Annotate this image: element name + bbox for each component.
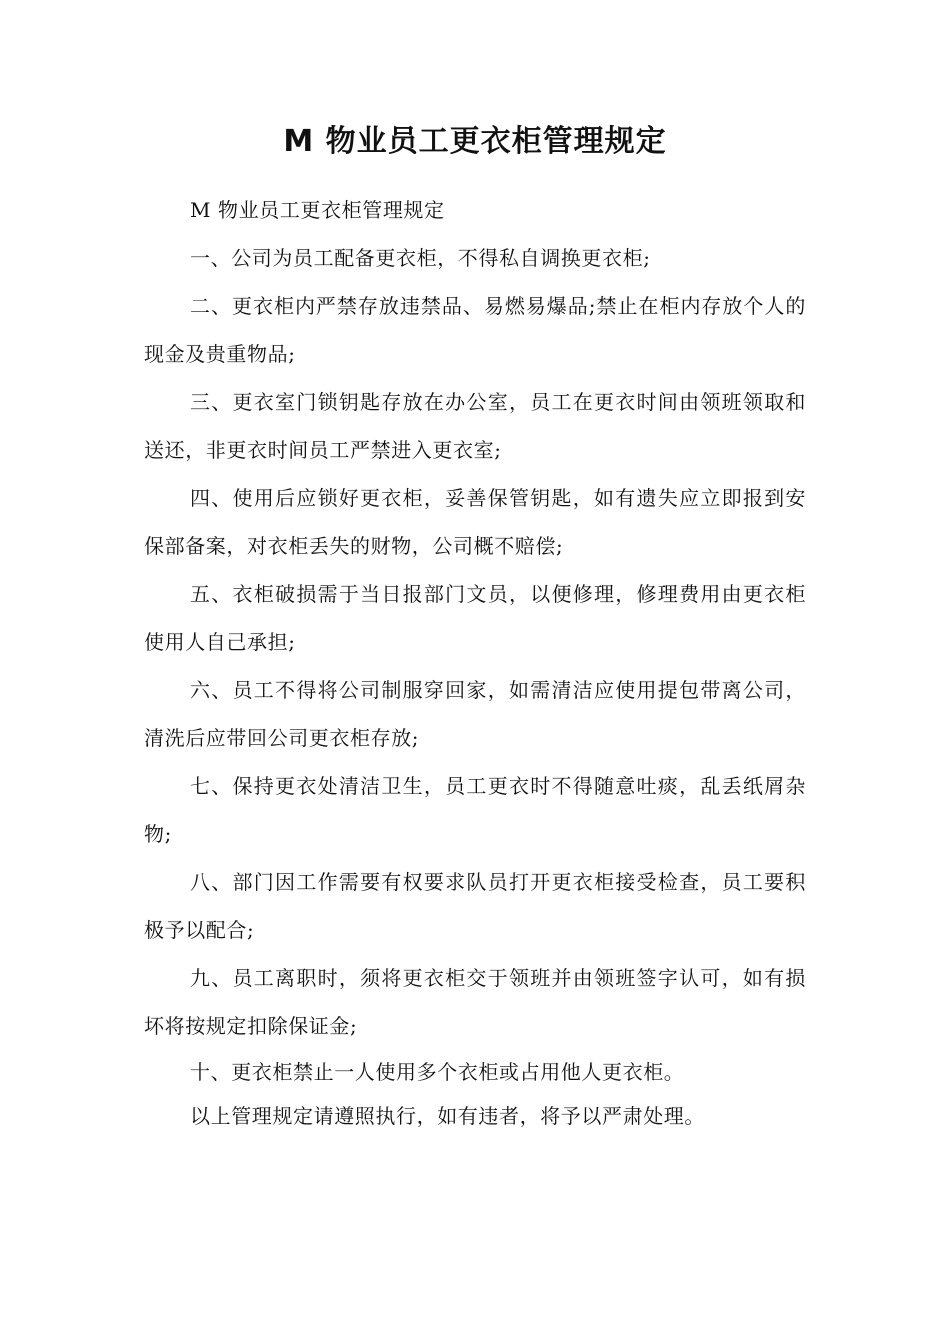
paragraph-rule-6: 六、员工不得将公司制服穿回家，如需清洁应使用提包带离公司，清洗后应带回公司更衣柜存放; (144, 678, 806, 750)
paragraph-rule-2: 二、更衣柜内严禁存放违禁品、易燃易爆品;禁止在柜内存放个人的现金及贵重物品; (144, 294, 806, 366)
document-body (144, 186, 806, 1138)
paragraph-heading: M 物业员工更衣柜管理规定 (190, 198, 445, 222)
paragraph-rule-5: 五、衣柜破损需于当日报部门文员，以便修理，修理费用由更衣柜使用人自己承担; (144, 582, 806, 654)
paragraph-rule-7: 七、保持更衣处清洁卫生，员工更衣时不得随意吐痰，乱丢纸屑杂物; (144, 774, 806, 846)
paragraph-rule-8: 八、部门因工作需要有权要求队员打开更衣柜接受检查，员工要积极予以配合; (144, 870, 806, 942)
document-title: M 物业员工更衣柜管理规定 (283, 124, 667, 159)
paragraph-rule-3: 三、更衣室门锁钥匙存放在办公室，员工在更衣时间由领班领取和送还，非更衣时间员工严禁进入更衣室; (144, 390, 806, 462)
paragraph-closing: 以上管理规定请遵照执行，如有违者，将予以严肃处理。 (190, 1104, 705, 1128)
paragraph-rule-4: 四、使用后应锁好更衣柜，妥善保管钥匙，如有遗失应立即报到安保部备案，对衣柜丢失的财物，公司概不赔偿; (144, 486, 806, 558)
paragraph-rule-10: 十、更衣柜禁止一人使用多个衣柜或占用他人更衣柜。 (190, 1060, 685, 1084)
paragraph-rule-9: 九、员工离职时，须将更衣柜交于领班并由领班签字认可，如有损坏将按规定扣除保证金; (144, 966, 806, 1038)
paragraph-rule-1: 一、公司为员工配备更衣柜，不得私自调换更衣柜; (190, 246, 651, 270)
